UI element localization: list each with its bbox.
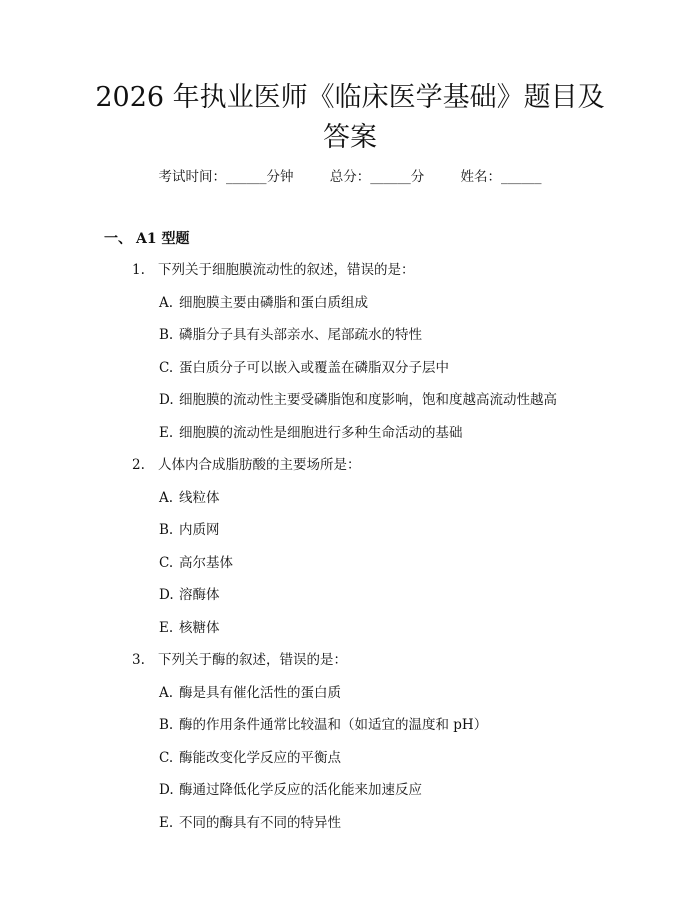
option-letter: C. bbox=[159, 359, 174, 376]
option-letter: E. bbox=[159, 619, 174, 636]
section-title: A1 型题 bbox=[136, 231, 190, 247]
question-list bbox=[0, 260, 700, 845]
option-a bbox=[0, 293, 700, 326]
question-text: 人体内合成脂肪酸的主要场所是： bbox=[158, 457, 361, 473]
option-d bbox=[0, 390, 700, 423]
option-letter: D. bbox=[159, 392, 174, 408]
option-text: 不同的酶具有不同的特异性 bbox=[179, 814, 341, 831]
option-letter: A. bbox=[159, 489, 174, 506]
question-1 bbox=[0, 260, 700, 455]
total-score-field: 总分：______分 bbox=[329, 169, 425, 185]
option-text: 细胞膜的流动性是细胞进行多种生命活动的基础 bbox=[179, 424, 463, 441]
question-stem bbox=[0, 455, 700, 488]
option-text: 高尔基体 bbox=[179, 554, 233, 571]
option-letter: A. bbox=[159, 684, 174, 701]
section-number: 一、 bbox=[104, 231, 132, 247]
option-text: 酶是具有催化活性的蛋白质 bbox=[179, 684, 341, 701]
option-text: 核糖体 bbox=[179, 619, 220, 636]
option-b bbox=[0, 325, 700, 358]
option-c bbox=[0, 358, 700, 391]
question-3 bbox=[0, 650, 700, 845]
option-letter: E. bbox=[159, 814, 174, 831]
option-text: 细胞膜的流动性主要受磷脂饱和度影响，饱和度越高流动性越高 bbox=[179, 392, 557, 408]
option-text: 酶能改变化学反应的平衡点 bbox=[179, 749, 341, 766]
exam-time-field: 考试时间：______分钟 bbox=[158, 169, 294, 185]
option-text: 酶的作用条件通常比较温和（如适宜的温度和 pH） bbox=[179, 717, 488, 733]
option-text: 细胞膜主要由磷脂和蛋白质组成 bbox=[179, 294, 368, 311]
exam-info-line bbox=[0, 167, 700, 187]
option-text: 线粒体 bbox=[179, 489, 220, 506]
option-d bbox=[0, 780, 700, 813]
option-d bbox=[0, 585, 700, 618]
question-number: 3. bbox=[132, 652, 145, 668]
option-c bbox=[0, 748, 700, 781]
option-letter: C. bbox=[159, 749, 174, 766]
question-2 bbox=[0, 455, 700, 650]
option-b bbox=[0, 520, 700, 553]
question-text: 下列关于酶的叙述，错误的是： bbox=[158, 652, 347, 668]
option-e bbox=[0, 618, 700, 651]
option-text: 内质网 bbox=[179, 522, 220, 538]
question-stem bbox=[0, 260, 700, 293]
option-a bbox=[0, 488, 700, 521]
option-letter: E. bbox=[159, 424, 174, 441]
option-e bbox=[0, 423, 700, 456]
option-letter: D. bbox=[159, 587, 174, 603]
option-e bbox=[0, 813, 700, 846]
option-text: 溶酶体 bbox=[179, 587, 220, 603]
option-letter: C. bbox=[159, 554, 174, 571]
question-number: 1. bbox=[132, 262, 145, 278]
option-text: 磷脂分子具有头部亲水、尾部疏水的特性 bbox=[179, 327, 422, 343]
option-letter: B. bbox=[159, 522, 174, 538]
option-letter: A. bbox=[159, 294, 174, 311]
option-letter: B. bbox=[159, 327, 174, 343]
option-text: 酶通过降低化学反应的活化能来加速反应 bbox=[179, 782, 422, 798]
question-stem bbox=[0, 650, 700, 683]
option-text: 蛋白质分子可以嵌入或覆盖在磷脂双分子层中 bbox=[179, 359, 449, 376]
section-heading bbox=[104, 229, 189, 249]
question-text: 下列关于细胞膜流动性的叙述，错误的是： bbox=[158, 262, 415, 278]
option-a bbox=[0, 683, 700, 716]
option-c bbox=[0, 553, 700, 586]
option-b bbox=[0, 715, 700, 748]
option-letter: D. bbox=[159, 782, 174, 798]
question-number: 2. bbox=[132, 457, 145, 473]
document-title: 2026 年执业医师《临床医学基础》题目及答案 bbox=[95, 82, 605, 153]
option-letter: B. bbox=[159, 717, 174, 733]
student-name-field: 姓名：______ bbox=[460, 169, 542, 185]
